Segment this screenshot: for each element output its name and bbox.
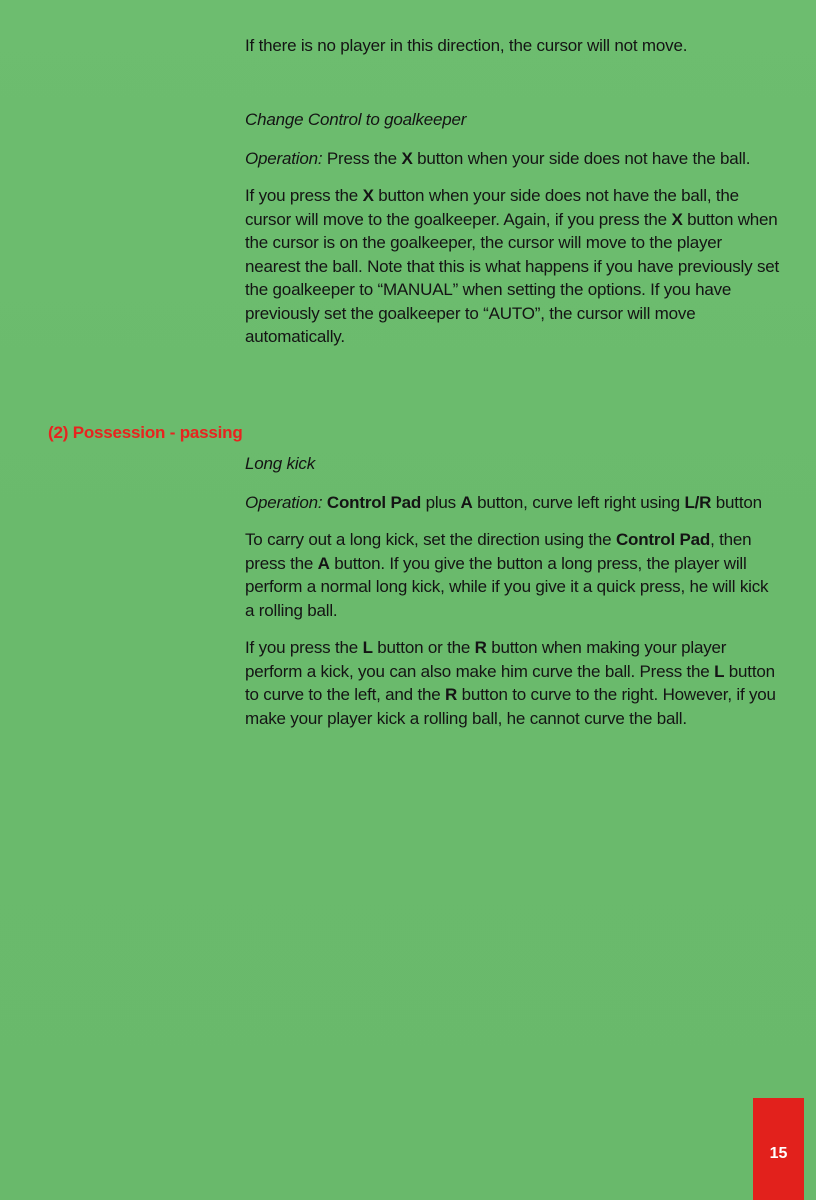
control-pad-key: Control Pad	[326, 492, 422, 512]
long-kick-operation	[245, 491, 780, 515]
paragraph-text: To carry out a long kick, set the direction using the	[245, 530, 616, 549]
long-kick-paragraph-1	[245, 528, 780, 622]
r-button-key: R	[445, 685, 458, 704]
change-control-description	[245, 184, 780, 349]
x-button-key: X	[671, 209, 683, 229]
operation-text: Press the	[322, 148, 402, 168]
paragraph-text: button to curve to the left, and the	[245, 661, 775, 704]
intro-paragraph	[245, 34, 780, 58]
section-heading: (2) Possession - passing	[48, 423, 243, 442]
a-button-key: A	[317, 553, 330, 573]
x-button-key: X	[401, 148, 413, 168]
paragraph-text: , then press the	[245, 530, 752, 573]
page-number-tab	[753, 1098, 804, 1200]
control-pad-key: Control Pad	[615, 530, 711, 549]
change-control-title: Change Control to goalkeeper	[245, 110, 467, 129]
long-kick-title: Long kick	[245, 454, 316, 473]
paragraph-text: button. If you give the button a long press, the player will perform a normal long kick, while if you give it a quick press, he will kick a rolling ball.	[245, 553, 769, 620]
operation-text: plus	[421, 492, 461, 512]
operation-text: button, curve left right using	[472, 492, 685, 512]
operation-label: Operation:	[245, 148, 323, 168]
operation-label: Operation:	[245, 492, 323, 512]
x-button-key: X	[362, 186, 374, 205]
change-control-section	[245, 108, 780, 349]
long-kick-section	[245, 452, 780, 730]
description-text: button when your side does not have the ball, the cursor will move to the goalkeeper. Again, if you press the	[245, 186, 739, 229]
page-number: 15	[769, 1145, 788, 1162]
operation-text: button when your side does not have the ball.	[412, 148, 751, 168]
paragraph-text: button or the	[372, 638, 475, 657]
paragraph-text: button to curve to the right. However, if you make your player kick a rolling ball, he cannot curve the ball.	[245, 685, 776, 728]
paragraph-text: button when making your player perform a kick, you can also make him curve the ball. Press the	[245, 638, 727, 681]
change-control-operation	[245, 147, 780, 171]
operation-text: button	[711, 492, 762, 512]
paragraph-text: If you press the	[245, 638, 363, 657]
intro-text: If there is no player in this direction, the cursor will not move.	[245, 36, 688, 55]
l-button-key: L	[714, 661, 725, 681]
long-kick-paragraph-2	[245, 636, 780, 730]
l-button-key: L	[362, 638, 373, 657]
description-text: If you press the	[245, 186, 363, 205]
lr-button-key: L/R	[684, 492, 712, 512]
r-button-key: R	[474, 638, 487, 657]
description-text: button when the cursor is on the goalkeeper, the cursor will move to the player nearest the ball. Note that this is what happens if you have previously set the goalkeeper to “MANUAL” when setting the options. If you have previously set the goalkeeper to “AUTO”, the cursor will move automatically.	[245, 209, 780, 346]
a-button-key: A	[460, 492, 473, 512]
